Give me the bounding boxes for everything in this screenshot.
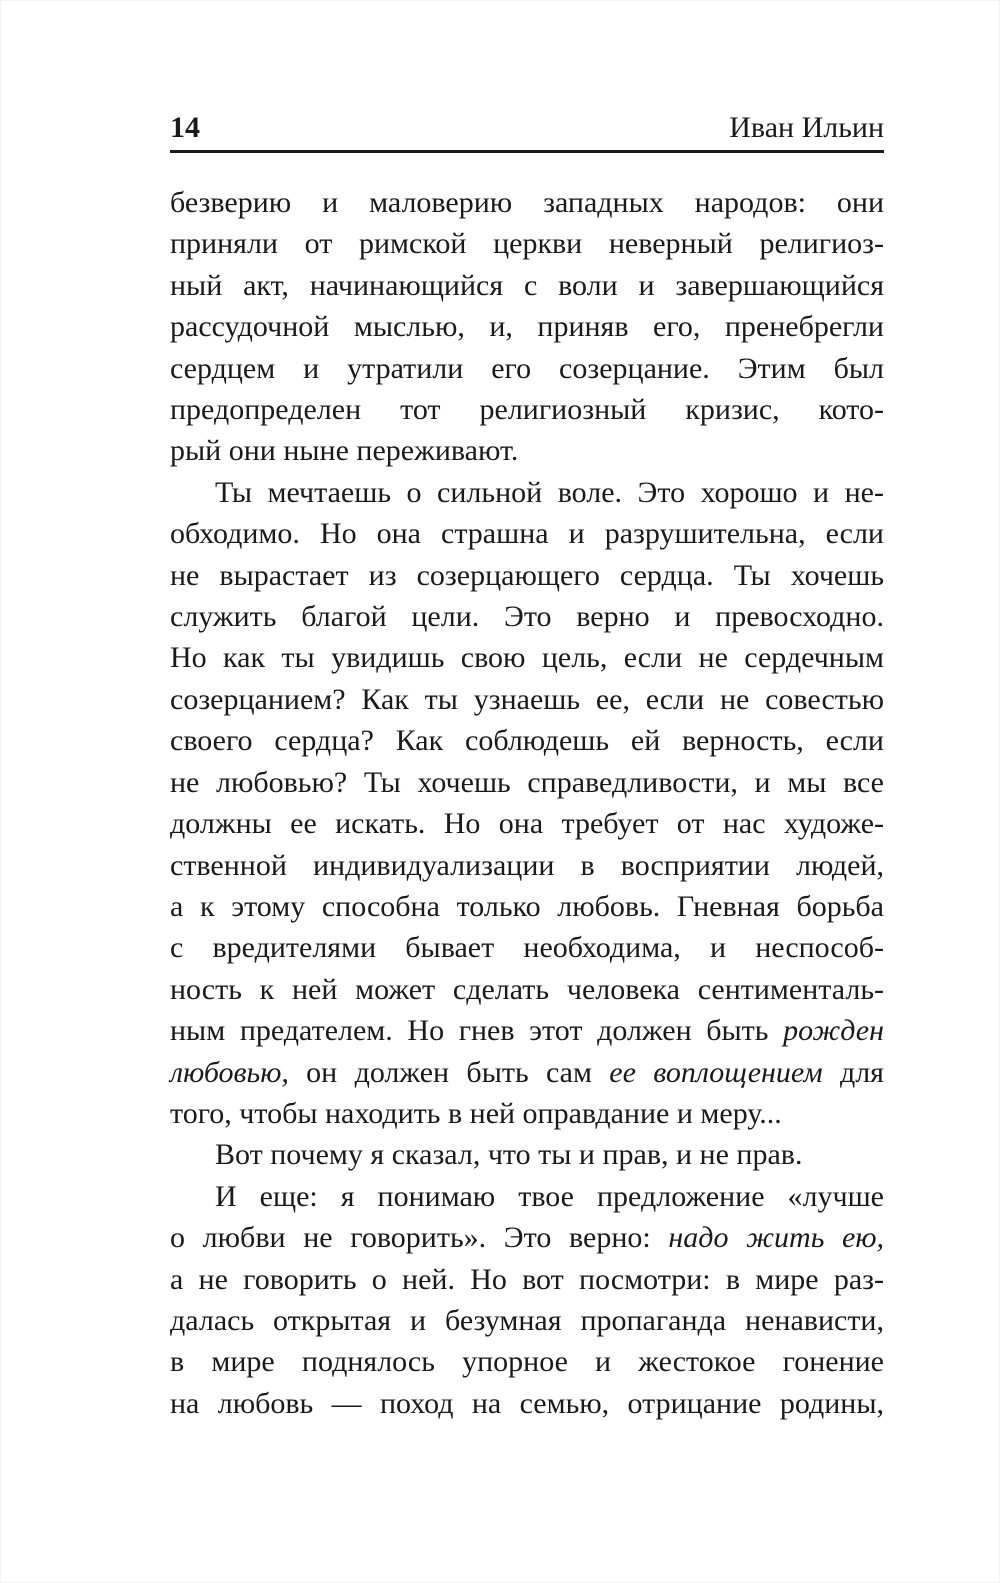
text-line: ный акт, начинающийся с воли и завершающийся [170, 268, 884, 302]
text-segment-italic: рожден [783, 1014, 884, 1048]
page-number: 14 [170, 111, 200, 144]
text-line: созерцанием? Как ты узнаешь ее, если не совестью [170, 682, 884, 716]
text-line: служить благой цели. Это верно и превосходно. [170, 600, 884, 634]
text-line: ность к ней может сделать человека сентименталь- [170, 972, 884, 1006]
text-line: И еще: я понимаю твое предложение «лучше [215, 1179, 884, 1213]
text-line: рый они ныне переживают. [170, 434, 519, 468]
text-line: не любовью? Ты хочешь справедливости, и мы все [170, 765, 884, 799]
text-line: а к этому способна только любовь. Гневная борьба [170, 889, 884, 923]
text-segment: ным предателем. Но гнев этот должен быть [170, 1014, 784, 1048]
text-line: обходимо. Но она страшна и разрушительна, если [170, 517, 884, 551]
text-line [170, 1010, 884, 1051]
header-rule [170, 150, 884, 153]
running-header-author: Иван Ильин [729, 111, 884, 144]
text-line: того, чтобы находить в ней оправдание и меру... [170, 1096, 782, 1130]
text-segment: он должен быть сам [288, 1055, 610, 1089]
text-segment-italic: любовью, [170, 1055, 289, 1089]
text-line: Ты мечтаешь о сильной воле. Это хорошо и не- [215, 475, 884, 509]
text-segment: для [822, 1055, 884, 1089]
text-line: далась открытая и безумная пропаганда ненависти, [170, 1303, 884, 1337]
text-line: должны ее искать. Но она требует от нас художе- [170, 807, 884, 841]
text-line [170, 1217, 884, 1258]
text-line: а не говорить о ней. Но вот посмотри: в мире раз- [170, 1262, 884, 1296]
page-header [170, 112, 884, 144]
text-line: предопределен тот религиозный кризис, кото- [170, 393, 884, 427]
text-segment-italic: ее воплощением [609, 1055, 823, 1089]
text-line: Но как ты увидишь свою цель, если не сердечным [170, 641, 884, 675]
text-line: рассудочной мыслью, и, приняв его, пренебрегли [170, 310, 884, 344]
text-line: на любовь — поход на семью, отрицание родины, [170, 1386, 884, 1420]
text-segment: о любви не говорить». Это верно: [170, 1221, 669, 1255]
text-line: сердцем и утратили его созерцание. Этим был [170, 351, 884, 385]
text-line: не вырастает из созерцающего сердца. Ты хочешь [170, 558, 884, 592]
text-line [170, 1052, 884, 1093]
text-line: своего сердца? Как соблюдешь ей верность, если [170, 724, 884, 758]
text-line: ственной индивидуализации в восприятии людей, [170, 848, 884, 882]
text-line: безверию и маловерию западных народов: они [170, 186, 884, 219]
text-line: приняли от римской церкви неверный религиоз- [170, 227, 884, 261]
text-line: Вот почему я сказал, что ты и прав, и не прав. [215, 1138, 803, 1172]
body-text [170, 182, 884, 1424]
text-segment-italic: надо жить ею, [668, 1221, 884, 1255]
text-line: в мире поднялось упорное и жестокое гонение [170, 1345, 884, 1379]
text-line: с вредителями бывает необходима, и неспособ- [170, 931, 884, 965]
